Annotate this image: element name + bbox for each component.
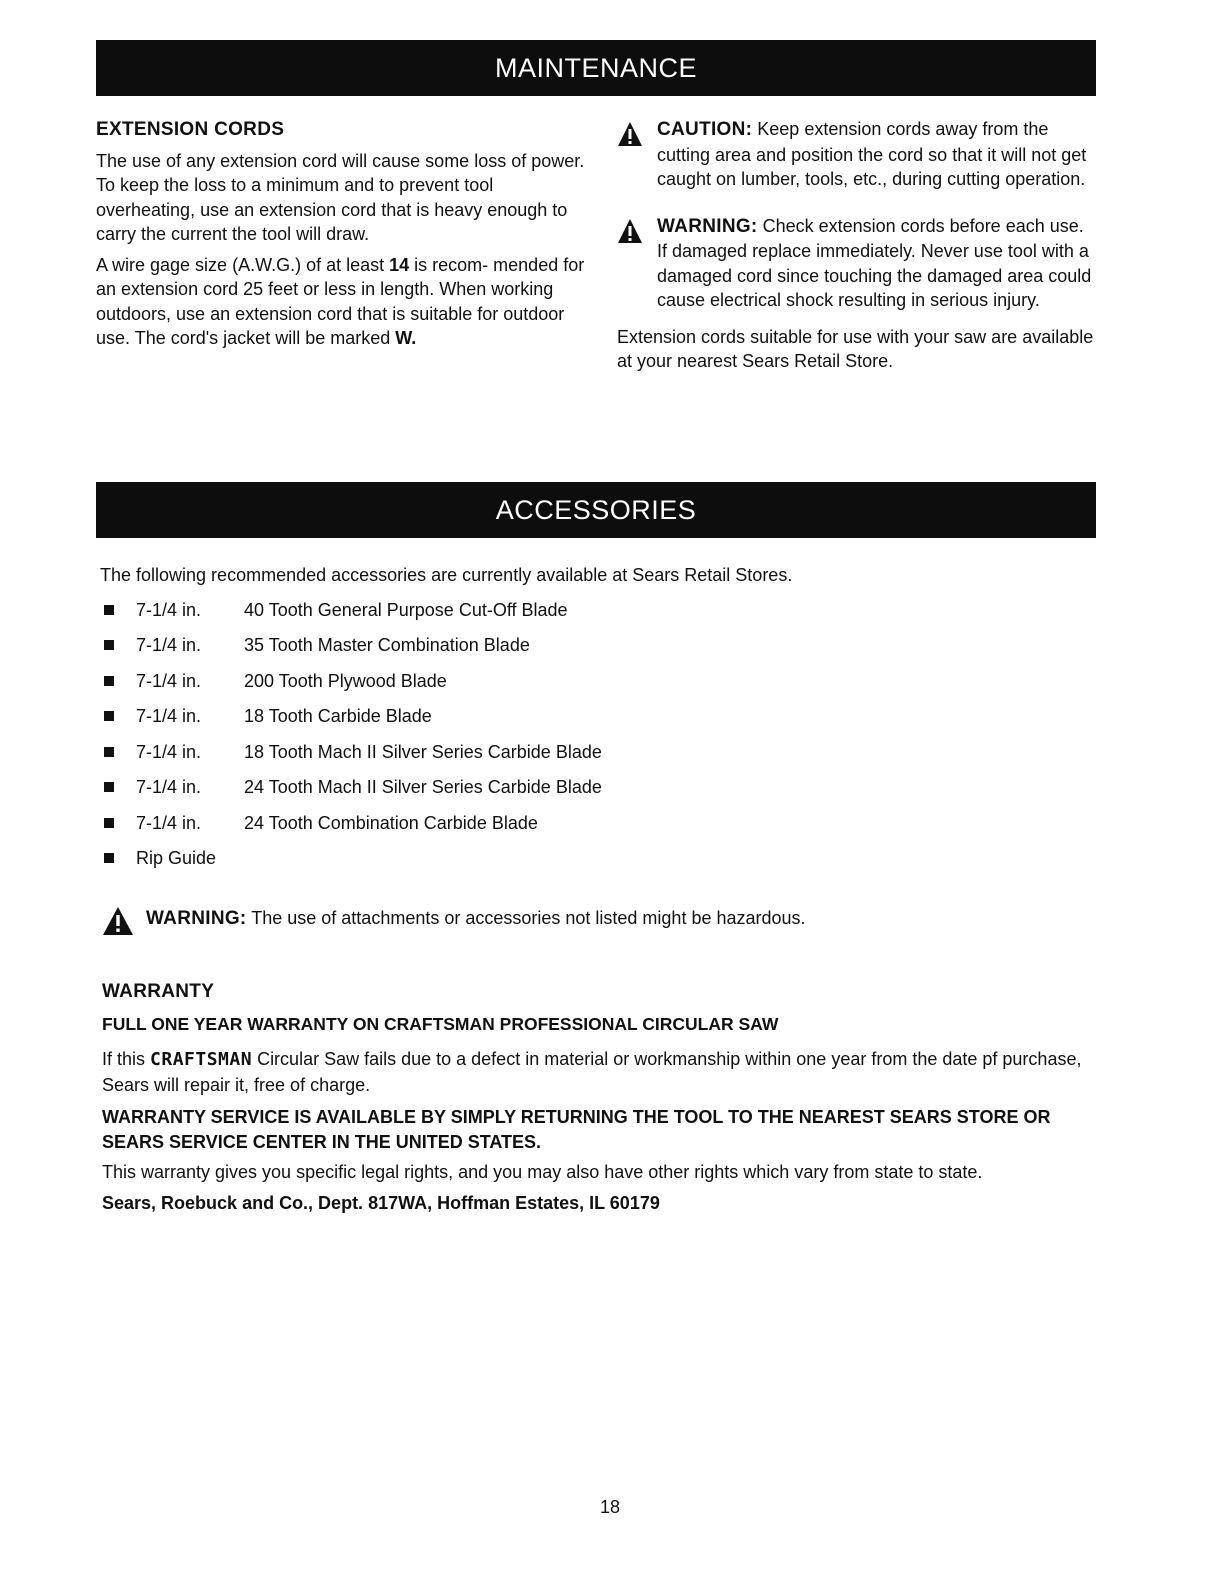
list-item	[100, 811, 1100, 847]
extension-cords-para2	[96, 253, 586, 351]
warranty-para1-after: Circular Saw fails due to a defect in material or workmanship within one year from the date pf purchase, Sears will repair it, free of charge.	[102, 1049, 1082, 1095]
caution-triangle-icon	[617, 121, 643, 147]
bullet-icon	[104, 818, 114, 828]
availability-text: Extension cords suitable for use with your saw are available at your nearest Sears Retail Store.	[617, 326, 1094, 371]
blade-size: 7-1/4 in.	[136, 599, 202, 620]
bullet-icon	[104, 605, 114, 615]
blade-size: 7-1/4 in.	[136, 741, 202, 762]
blade-size: 7-1/4 in.	[136, 812, 202, 833]
warning-cord-body: Check extension cords before each use. If damaged replace immediately. Never use tool with a damaged cord since touching the damaged area could cause electrical shock resulting in serious injury.	[657, 215, 1092, 310]
blade-size: 7-1/4 in.	[136, 635, 202, 655]
maintenance-banner	[96, 40, 1096, 96]
jacket-mark: W.	[395, 328, 417, 348]
warranty-subheading: FULL ONE YEAR WARRANTY ON CRAFTSMAN PROFESSIONAL CIRCULAR SAW	[102, 1013, 779, 1034]
list-item	[100, 775, 1100, 811]
caution-keyword: CAUTION:	[657, 119, 753, 140]
para2-text-before: A wire gage size (A.W.G.) of at least	[96, 254, 390, 275]
warning-triangle-icon	[102, 906, 134, 936]
list-item	[100, 669, 1100, 705]
accessories-section	[100, 563, 1100, 882]
page-number: 18	[599, 1497, 621, 1517]
bullet-icon	[104, 676, 114, 686]
accessories-intro: The following recommended accessories are currently available at Sears Retail Stores.	[100, 565, 793, 585]
warranty-address: Sears, Roebuck and Co., Dept. 817WA, Hoffman Estates, IL 60179	[102, 1192, 660, 1213]
blade-size: 7-1/4 in.	[136, 777, 202, 797]
extension-cords-section	[96, 118, 586, 351]
accessory-desc: 200 Tooth Plywood Blade	[244, 670, 447, 691]
accessories-warning-text	[146, 906, 1092, 932]
warranty-section	[102, 980, 1092, 1215]
bullet-icon	[104, 853, 114, 863]
cord-safety-section	[617, 117, 1097, 374]
warranty-heading: WARRANTY	[102, 981, 215, 1002]
accessories-list	[100, 598, 1100, 882]
warranty-service: WARRANTY SERVICE IS AVAILABLE BY SIMPLY RETURNING THE TOOL TO THE NEAREST SEARS STORE OR SEARS SERVICE CENTER IN THE UNITED STATES.	[102, 1107, 1051, 1152]
warning-cord-block	[617, 214, 1097, 313]
caution-text	[657, 117, 1097, 192]
list-item	[100, 704, 1100, 740]
maintenance-title: MAINTENANCE	[494, 52, 697, 83]
caution-block	[617, 117, 1097, 192]
bullet-icon	[104, 747, 114, 757]
warranty-rights: This warranty gives you specific legal rights, and you may also have other rights which vary from state to state.	[102, 1162, 983, 1182]
caution-body: Keep extension cords away from the cutting area and position the cord so that it will not get caught on lumber, tools, etc., during cutting operation.	[657, 119, 1087, 189]
bullet-icon	[104, 640, 114, 650]
blade-size: 7-1/4 in.	[136, 706, 202, 726]
accessory-desc: 24 Tooth Mach II Silver Series Carbide Blade	[244, 777, 602, 797]
extension-cords-para1: The use of any extension cord will cause some loss of power. To keep the loss to a minimum and to prevent tool overheating, use an extension cord that is heavy enough to carry the current the tool will draw.	[96, 150, 585, 244]
extension-cords-heading: EXTENSION CORDS	[96, 119, 285, 140]
warning-keyword: WARNING:	[146, 908, 247, 929]
accessories-title: ACCESSORIES	[495, 494, 697, 525]
accessory-desc: 40 Tooth General Purpose Cut-Off Blade	[244, 599, 568, 620]
blade-size: 7-1/4 in.	[136, 670, 202, 691]
accessory-desc: Rip Guide	[136, 848, 217, 868]
list-item	[100, 846, 1100, 882]
accessories-warning-body: The use of attachments or accessories not listed might be hazardous.	[246, 908, 806, 928]
accessory-desc: 24 Tooth Combination Carbide Blade	[244, 812, 538, 833]
accessory-desc: 35 Tooth Master Combination Blade	[244, 635, 530, 655]
accessory-desc: 18 Tooth Mach II Silver Series Carbide Blade	[244, 741, 602, 762]
gage-size-value: 14	[389, 254, 410, 275]
bullet-icon	[104, 711, 114, 721]
warning-cord-text	[657, 214, 1097, 313]
warranty-para1	[102, 1047, 1092, 1097]
accessory-desc: 18 Tooth Carbide Blade	[244, 706, 432, 726]
warranty-para1-before: If this	[102, 1049, 151, 1069]
warning-keyword: WARNING:	[657, 215, 758, 237]
accessories-banner	[96, 482, 1096, 538]
craftsman-logo: CRAFTSMAN	[150, 1049, 253, 1070]
para2-text-middle: is recom- mended for an extension cord 25 feet or less in length. When working outdoors, use an extension cord that is suitable for outdoor use. The cord's jacket will be marked	[96, 254, 585, 348]
list-item	[100, 633, 1100, 669]
bullet-icon	[104, 782, 114, 792]
warning-triangle-icon	[617, 218, 643, 244]
list-item	[100, 598, 1100, 634]
accessories-warning	[102, 906, 1092, 932]
accessories-warning-block	[102, 906, 1092, 932]
list-item	[100, 740, 1100, 776]
